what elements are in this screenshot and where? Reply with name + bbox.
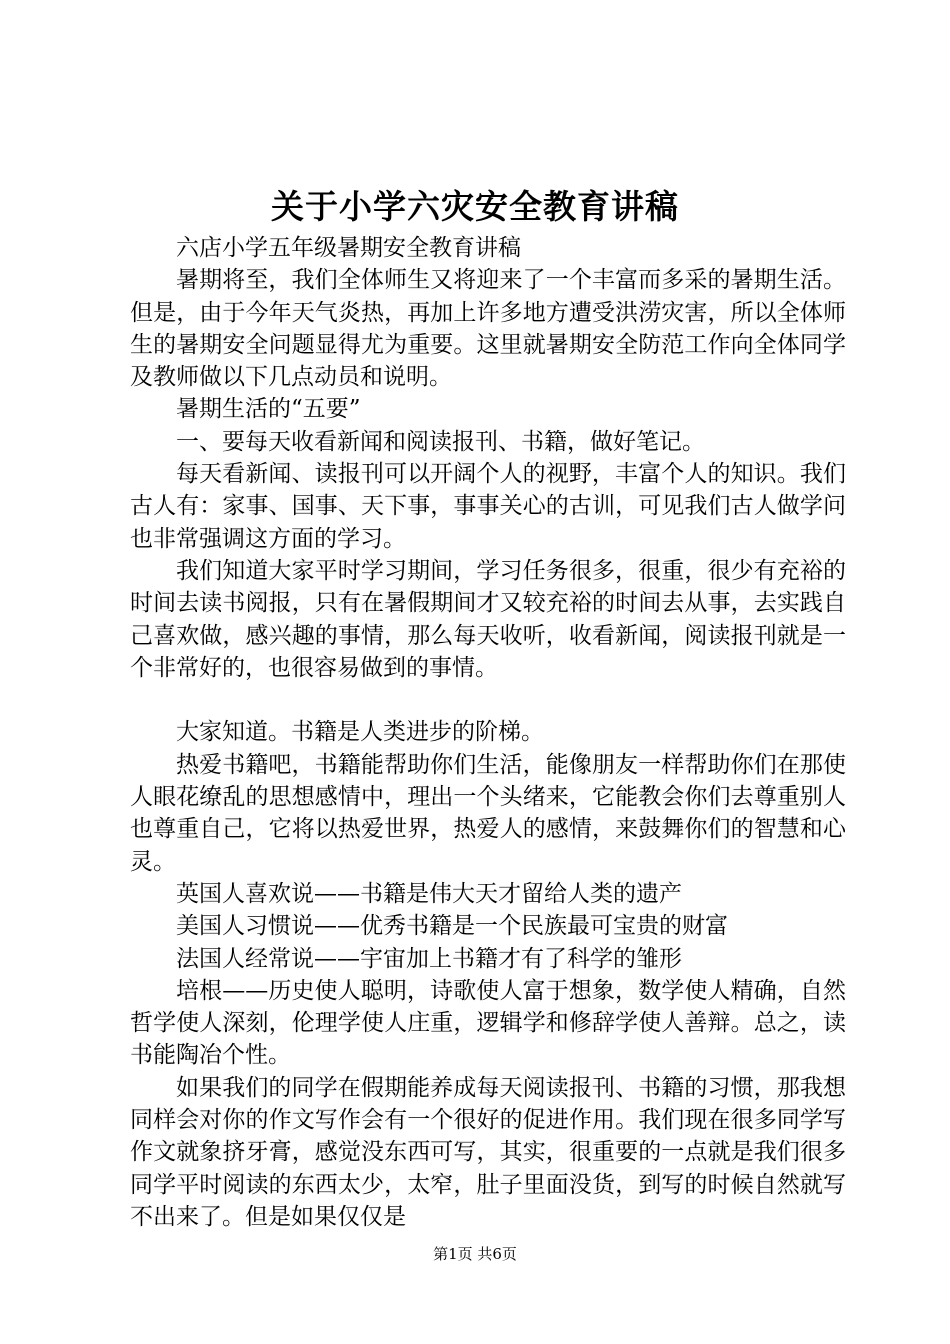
body-paragraph: 法国人经常说——宇宙加上书籍才有了科学的雏形 [176,945,682,972]
body-paragraph: 大家知道。书籍是人类进步的阶梯。 [176,719,544,746]
body-paragraph: 每天看新闻、读报刊可以开阔个人的视野，丰富个人的知识。我们古人有：家事、国事、天下事，事事关心的古训，可见我们古人做学问也非常强调这方面的学习。 [130,461,846,552]
body-paragraph: 暑期将至，我们全体师生又将迎来了一个丰富而多采的暑期生活。但是，由于今年天气炎热，再加上许多地方遭受洪涝灾害，所以全体师生的暑期安全问题显得尤为重要。这里就暑期安全防范工作向全体同学及教师做以下几点动员和说明。 [130,267,846,391]
body-paragraph: 我们知道大家平时学习期间，学习任务很多，很重，很少有充裕的时间去读书阅报，只有在暑假期间才又较充裕的时间去从事，去实践自己喜欢做，感兴趣的事情，那么每天收听，收看新闻，阅读报刊就是一个非常好的，也很容易做到的事情。 [130,557,846,681]
body-paragraph: 英国人喜欢说——书籍是伟大天才留给人类的遗产 [176,880,682,907]
body-paragraph: 美国人习惯说——优秀书籍是一个民族最可宝贵的财富 [176,913,728,940]
document-title: 关于小学六灾安全教育讲稿 [271,187,679,226]
body-paragraph: 热爱书籍吧，书籍能帮助你们生活，能像朋友一样帮助你们在那使人眼花缭乱的思想感情中，理出一个头绪来，它能教会你们去尊重别人也尊重自己，它将以热爱世界，热爱人的感情，来鼓舞你们的智慧和心灵。 [130,751,846,875]
document-body [130,232,846,1233]
body-paragraph: 如果我们的同学在假期能养成每天阅读报刊、书籍的习惯，那我想同样会对你的作文写作会有一个很好的促进作用。我们现在很多同学写作文就象挤牙膏，感觉没东西可写，其实，很重要的一点就是我们很多同学平时阅读的东西太少，太窄，肚子里面没货，到写的时候自然就写不出来了。但是如果仅仅是 [130,1074,846,1230]
body-paragraph: 暑期生活的“五要” [176,396,361,423]
body-paragraph: 六店小学五年级暑期安全教育讲稿 [176,235,521,261]
body-paragraph: 培根——历史使人聪明，诗歌使人富于想象，数学使人精确，自然哲学使人深刻，伦理学使人庄重，逻辑学和修辞学使人善辩。总之，读书能陶冶个性。 [130,977,846,1069]
body-paragraph: 一、要每天收看新闻和阅读报刊、书籍，做好笔记。 [176,428,705,455]
page-number-footer: 第1页 共6页 [433,1245,517,1263]
